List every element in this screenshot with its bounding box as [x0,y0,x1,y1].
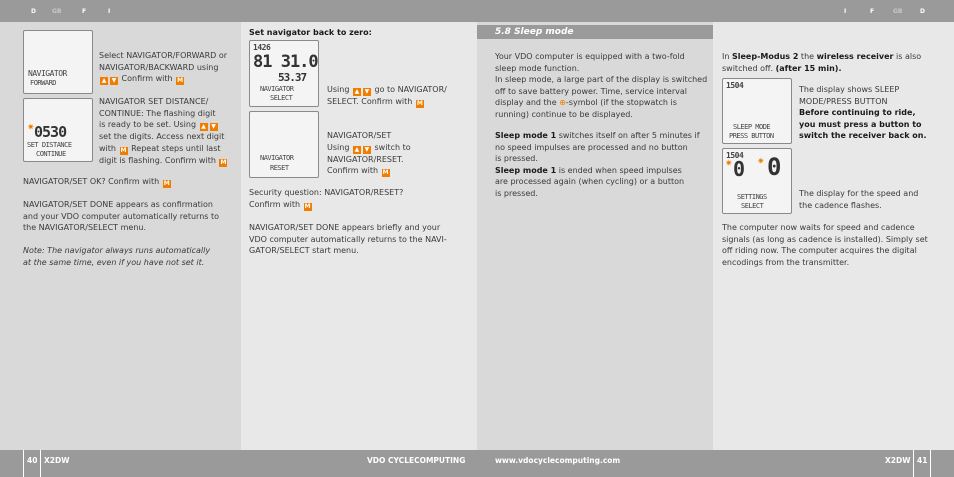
lcd-small-digits: 1426 [253,43,271,52]
text: Confirm with [327,166,379,175]
text-line: Your VDO computer is equipped with a two-fold [495,52,685,61]
text-line: CONTINUE: The flashing digit [99,108,216,118]
text: switches itself on after 5 minutes if [556,131,700,140]
text-line: Note: The navigator always runs automatically [23,246,211,255]
text-line: encodings from the transmitter. [722,257,850,267]
lcd-line1: NAVIGATOR [260,154,294,162]
col4-intro [722,51,921,74]
header-bar-right [477,0,954,22]
text: In [722,52,732,61]
lcd-line2: PRESS BUTTON [729,132,774,140]
m-key-icon: M [220,158,227,166]
text-line: NAVIGATOR/SET [327,131,392,140]
text-line [495,165,700,177]
col2-step1-text [327,84,447,108]
text-line: NAVIGATOR SET DISTANCE/ [99,97,209,106]
footer-divider [23,450,24,477]
text-line: GATOR/SELECT start menu. [249,246,359,255]
text-line [799,130,927,142]
lcd-line2: FORWARD [30,79,57,87]
lcd-navigator-forward [23,30,93,94]
bold-text: switch the receiver back on. [799,131,927,140]
text-line: In sleep mode, a large part of the display is switched [495,75,708,84]
text-line [327,84,447,96]
lcd-big-digits: 0530 [34,123,67,141]
text-line: off riding now. The computer acquires the digital [722,246,917,255]
lcd-line1: SETTINGS [737,193,767,201]
col1-note [23,245,210,268]
text: is ended when speed impulses [556,165,682,175]
text-line [99,119,228,131]
bold-label: wireless receiver [816,52,894,61]
lcd-line1: NAVIGATOR [28,69,67,78]
text-line: no speed impulses are processed and no button [495,142,688,152]
text-line: NAVIGATOR/BACKWARD using [99,62,219,72]
text-line: off to save battery power. Time, service interval [495,86,687,96]
lcd-speed-digit: 0 [733,157,745,181]
text: SELECT. Confirm with [327,97,413,106]
col4-sleep-display-text [799,84,927,142]
bold-label: Sleep-Modus 2 [731,52,799,61]
text-line [249,199,403,211]
text-line [327,96,447,108]
bold-label: Sleep mode 1 [495,165,557,175]
lcd-sleep-mode [722,78,792,144]
text-line: The computer now waits for speed and cadence [722,223,915,232]
text-line: the NAVIGATOR/SELECT menu. [23,223,146,232]
footer-divider [40,450,41,477]
text-line [99,155,228,167]
lang-i-right: I [844,8,847,15]
footer-divider [913,450,914,477]
col3-sleep1 [495,130,700,199]
brand-name: VDO CYCLECOMPUTING [367,456,466,465]
stopwatch-icon: ⊕ [559,98,566,107]
col2-heading: Set navigator back to zero: [249,28,372,37]
text-line: set the digits. Access next digit [99,132,225,141]
col2-done-text [249,222,447,257]
m-key-icon: M [120,146,127,154]
lang-f-right: F [870,8,875,15]
lcd-set-distance [23,98,93,162]
text-line: MODE/PRESS BUTTON [799,96,888,106]
text-line: VDO computer automatically returns to the NAVI- [249,234,447,244]
text-line: NAVIGATOR/RESET. [327,154,404,164]
down-arrow-key-icon: ▼ [364,145,370,153]
text-line: signals (as long as cadence is installed). Simply set [722,234,928,244]
lcd-small-digits: 1504 [726,151,744,160]
flash-icon: ✷ [725,159,733,169]
m-key-icon: M [163,180,170,187]
page-number-right: 41 [917,456,928,465]
lang-d-right: D [920,8,925,15]
lang-i-left: I [108,8,111,15]
text: Confirm with [249,199,301,209]
lcd-line2: SELECT [270,94,293,102]
model-right: X2DW [885,456,911,465]
m-key-icon: M [382,169,389,176]
text: Using [327,85,350,94]
text: is ready to be set. Using [99,120,197,129]
text-line: Select NAVIGATOR/FORWARD or [99,51,228,60]
text-line: is pressed. [495,154,538,163]
text-line: The display shows SLEEP [799,85,900,94]
bold-text: Before continuing to ride, [799,108,916,117]
lcd-mid-digits: 53.37 [278,71,307,84]
col2-step2-text [327,130,411,177]
text-line: The display for the speed and [799,189,919,198]
col4-waiting-text [722,222,928,268]
up-arrow-key-icon: ▲ [101,77,107,84]
text-line: running) continue to be displayed. [495,109,633,119]
up-arrow-key-icon: ▲ [354,145,360,153]
text: Confirm with [121,74,173,83]
model-left: X2DW [44,456,70,465]
down-arrow-key-icon: ▼ [364,88,370,95]
text: is also [893,52,922,61]
page-number-left: 40 [27,456,38,465]
lcd-line2: SELECT [741,202,764,210]
lcd-line1: SLEEP MODE [733,123,771,131]
text-line: the cadence flashes. [799,200,882,210]
text: NAVIGATOR/SET OK? Confirm with [23,177,160,186]
header-bar-left [0,0,477,22]
down-arrow-key-icon: ▼ [111,77,117,84]
lcd-line1: NAVIGATOR [260,85,294,93]
lang-d-left: D [31,8,36,15]
text: Repeat steps until last [131,143,221,153]
text-line [722,51,921,63]
text-line [495,130,700,142]
footer-divider [930,450,931,477]
text: go to NAVIGATOR/ [374,85,447,94]
up-arrow-key-icon: ▲ [201,123,206,130]
col1-done-text [23,199,219,234]
col1-set-distance-text [99,96,228,167]
text: with [99,143,116,153]
up-arrow-key-icon: ▲ [354,88,360,95]
col4-flash-text [799,188,918,211]
down-arrow-key-icon: ▼ [211,123,216,130]
website-url: www.vdocyclecomputing.com [495,456,621,465]
lcd-line2: CONTINUE [36,150,66,158]
lcd-navigator-reset [249,111,319,178]
flash-icon: ✷ [27,123,35,133]
bold-label: (after 15 min). [775,63,842,73]
text-line: Security question: NAVIGATOR/RESET? [249,188,404,197]
flash-icon: ✷ [757,157,765,167]
text-line [327,165,411,177]
lcd-line2: RESET [270,164,289,172]
lcd-cadence-digit: 0 [767,153,781,181]
lang-gb-left: GB [52,8,62,15]
text: the [798,52,817,61]
bold-label: Sleep mode 1 [495,131,557,140]
col2-security-text [249,187,403,211]
col1-select-text [99,50,227,85]
text: -symbol (if the stopwatch is [565,98,677,107]
text-line: NAVIGATOR/SET DONE appears briefly and your [249,223,441,232]
m-key-icon: M [177,77,184,84]
lcd-settings-select [722,148,792,214]
text-line: at the same time, even if you have not set it. [23,257,205,267]
col3-intro [495,51,707,120]
text-line [722,63,921,75]
section-title-sleep-mode: 5.8 Sleep mode [495,27,574,37]
text-line: are processed again (when cycling) or a button [495,177,685,186]
lcd-navigator-select [249,40,319,107]
text-line: and your VDO computer automatically returns to [23,211,220,221]
text: digit is flashing. Confirm with [99,155,216,165]
text-line: is pressed. [495,188,538,198]
text-line [99,73,227,85]
text-line [23,176,172,188]
text-line [799,119,927,131]
text: switched off. [722,63,776,73]
lcd-big-digits: 81 31.0 [253,52,318,72]
lang-f-left: F [82,8,87,15]
text-line [99,143,228,155]
text: display and the [495,98,557,107]
col1-ok-text [23,176,172,188]
text-line [327,142,411,154]
text: Using [327,142,350,152]
bold-text: you must press a button to [799,119,922,129]
lcd-small-digits: 1504 [726,81,744,90]
text-line: NAVIGATOR/SET DONE appears as confirmation [23,200,213,209]
text-line [495,97,707,109]
text-line: sleep mode function. [495,63,580,73]
m-key-icon: M [304,202,311,210]
lcd-line1: SET DISTANCE [27,141,72,149]
text-line [799,107,927,119]
text: switch to [374,142,411,152]
m-key-icon: M [416,100,423,107]
lang-gb-right: GB [893,8,903,15]
